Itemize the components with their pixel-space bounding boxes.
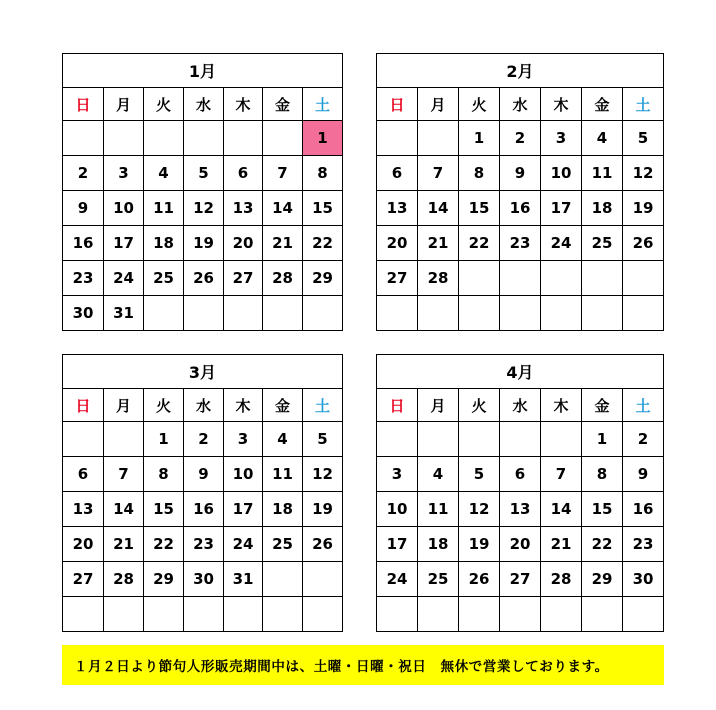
- day-cell: 10: [224, 457, 263, 492]
- weekday-header: 火: [144, 88, 184, 121]
- weekday-header: 金: [263, 389, 303, 422]
- day-cell: 29: [303, 261, 343, 296]
- week-row: [377, 422, 664, 457]
- day-cell: 23: [63, 261, 104, 296]
- weekday-header: 月: [104, 88, 144, 121]
- weekday-header: 火: [144, 389, 184, 422]
- day-cell: 11: [144, 191, 184, 226]
- week-row: [377, 527, 664, 562]
- day-cell: 5: [623, 121, 664, 156]
- empty-day-cell: [377, 121, 418, 156]
- weekday-header: 土: [303, 88, 343, 121]
- week-row: [63, 562, 343, 597]
- day-cell: 8: [459, 156, 500, 191]
- day-cell: 14: [104, 492, 144, 527]
- empty-day-cell: [63, 121, 104, 156]
- day-cell: 24: [377, 562, 418, 597]
- weekday-header: 月: [104, 389, 144, 422]
- day-cell: 16: [500, 191, 541, 226]
- day-cell: 15: [582, 492, 623, 527]
- day-cell: 23: [500, 226, 541, 261]
- day-cell: 29: [144, 562, 184, 597]
- day-cell: 21: [263, 226, 303, 261]
- calendar-april: [376, 354, 664, 632]
- day-cell: 30: [184, 562, 224, 597]
- day-cell: 10: [541, 156, 582, 191]
- day-cell: 27: [224, 261, 263, 296]
- weekday-header: 土: [623, 88, 664, 121]
- weekday-header: 水: [184, 88, 224, 121]
- empty-day-cell: [377, 296, 418, 331]
- week-row: [63, 422, 343, 457]
- weekday-header: 月: [418, 389, 459, 422]
- day-cell: 9: [184, 457, 224, 492]
- day-cell: 9: [500, 156, 541, 191]
- empty-day-cell: [303, 296, 343, 331]
- calendar-january: [62, 53, 343, 331]
- day-cell: 6: [224, 156, 263, 191]
- day-cell: 21: [104, 527, 144, 562]
- empty-day-cell: [459, 422, 500, 457]
- weekday-header: 木: [541, 389, 582, 422]
- empty-day-cell: [541, 422, 582, 457]
- empty-day-cell: [263, 121, 303, 156]
- day-cell: 2: [63, 156, 104, 191]
- week-row: [377, 121, 664, 156]
- day-cell: 4: [263, 422, 303, 457]
- day-cell: 15: [303, 191, 343, 226]
- empty-day-cell: [623, 597, 664, 632]
- day-cell: 1: [459, 121, 500, 156]
- day-cell: 25: [418, 562, 459, 597]
- day-cell: 7: [104, 457, 144, 492]
- day-cell: 12: [303, 457, 343, 492]
- day-cell: 22: [144, 527, 184, 562]
- day-cell: 17: [377, 527, 418, 562]
- empty-day-cell: [418, 597, 459, 632]
- weekday-header: 水: [500, 88, 541, 121]
- weekday-header: 火: [459, 389, 500, 422]
- day-cell: 22: [459, 226, 500, 261]
- day-cell: 23: [623, 527, 664, 562]
- empty-day-cell: [459, 296, 500, 331]
- day-cell: 25: [144, 261, 184, 296]
- weekday-header: 水: [184, 389, 224, 422]
- week-row: [377, 261, 664, 296]
- day-cell: 7: [418, 156, 459, 191]
- day-cell: 25: [582, 226, 623, 261]
- empty-day-cell: [500, 422, 541, 457]
- day-cell: 24: [541, 226, 582, 261]
- day-cell: 8: [144, 457, 184, 492]
- day-cell: 16: [63, 226, 104, 261]
- weekday-header: 月: [418, 88, 459, 121]
- day-cell: 1: [144, 422, 184, 457]
- day-cell: 3: [377, 457, 418, 492]
- day-cell: 31: [224, 562, 263, 597]
- empty-day-cell: [541, 261, 582, 296]
- empty-day-cell: [224, 597, 263, 632]
- empty-day-cell: [541, 597, 582, 632]
- day-cell: 16: [184, 492, 224, 527]
- day-cell: 27: [377, 261, 418, 296]
- day-cell: 24: [224, 527, 263, 562]
- empty-day-cell: [224, 296, 263, 331]
- empty-day-cell: [263, 562, 303, 597]
- week-row: [377, 457, 664, 492]
- empty-day-cell: [144, 121, 184, 156]
- empty-day-cell: [144, 296, 184, 331]
- day-cell: 23: [184, 527, 224, 562]
- day-cell: 13: [377, 191, 418, 226]
- day-cell: 15: [459, 191, 500, 226]
- day-cell: 8: [582, 457, 623, 492]
- day-cell: 20: [224, 226, 263, 261]
- day-cell: 1: [582, 422, 623, 457]
- day-cell: 10: [104, 191, 144, 226]
- day-cell: 18: [144, 226, 184, 261]
- day-cell: 30: [623, 562, 664, 597]
- empty-day-cell: [582, 261, 623, 296]
- weekday-header: 水: [500, 389, 541, 422]
- week-row: [63, 296, 343, 331]
- day-cell: 28: [418, 261, 459, 296]
- empty-day-cell: [63, 422, 104, 457]
- day-cell: 3: [104, 156, 144, 191]
- empty-day-cell: [184, 597, 224, 632]
- month-title: 1月: [63, 54, 343, 88]
- day-cell: 27: [500, 562, 541, 597]
- weekday-header: 土: [303, 389, 343, 422]
- day-cell: 3: [541, 121, 582, 156]
- weekday-header: 土: [623, 389, 664, 422]
- day-cell: 14: [418, 191, 459, 226]
- day-cell: 19: [459, 527, 500, 562]
- day-cell: 18: [263, 492, 303, 527]
- day-cell: 5: [303, 422, 343, 457]
- day-cell: 6: [500, 457, 541, 492]
- week-row: [377, 226, 664, 261]
- empty-day-cell: [63, 597, 104, 632]
- weekday-header: 木: [224, 389, 263, 422]
- week-row: [63, 261, 343, 296]
- week-row: [63, 156, 343, 191]
- empty-day-cell: [184, 121, 224, 156]
- day-cell: 26: [623, 226, 664, 261]
- day-cell: 19: [623, 191, 664, 226]
- day-cell: 17: [541, 191, 582, 226]
- week-row: [63, 121, 343, 156]
- empty-day-cell: [418, 422, 459, 457]
- week-row: [377, 156, 664, 191]
- day-cell: 2: [623, 422, 664, 457]
- week-row: [377, 562, 664, 597]
- empty-day-cell: [377, 422, 418, 457]
- week-row: [63, 527, 343, 562]
- notice-banner: [62, 645, 664, 685]
- day-cell: 3: [224, 422, 263, 457]
- day-cell: 12: [184, 191, 224, 226]
- day-cell: 22: [582, 527, 623, 562]
- week-row: [63, 191, 343, 226]
- day-cell: 29: [582, 562, 623, 597]
- empty-day-cell: [541, 296, 582, 331]
- empty-day-cell: [500, 261, 541, 296]
- day-cell: 4: [582, 121, 623, 156]
- empty-day-cell: [263, 296, 303, 331]
- day-cell: 4: [144, 156, 184, 191]
- empty-day-cell: [623, 296, 664, 331]
- month-title: 3月: [63, 355, 343, 389]
- empty-day-cell: [582, 597, 623, 632]
- day-cell: 18: [418, 527, 459, 562]
- month-title: 2月: [377, 54, 664, 88]
- day-cell: 22: [303, 226, 343, 261]
- day-cell: 5: [459, 457, 500, 492]
- day-cell: 20: [377, 226, 418, 261]
- day-cell: 12: [459, 492, 500, 527]
- empty-day-cell: [224, 121, 263, 156]
- day-cell: 18: [582, 191, 623, 226]
- day-cell: 5: [184, 156, 224, 191]
- day-cell: 13: [63, 492, 104, 527]
- day-cell: 11: [263, 457, 303, 492]
- weekday-header: 金: [263, 88, 303, 121]
- day-cell: 25: [263, 527, 303, 562]
- week-row: [377, 597, 664, 632]
- weekday-header: 木: [541, 88, 582, 121]
- day-cell: 12: [623, 156, 664, 191]
- day-cell: 14: [541, 492, 582, 527]
- day-cell: 6: [377, 156, 418, 191]
- day-cell: 13: [500, 492, 541, 527]
- day-cell: 21: [418, 226, 459, 261]
- day-cell: 14: [263, 191, 303, 226]
- day-cell: 2: [500, 121, 541, 156]
- week-row: [377, 296, 664, 331]
- day-cell: 2: [184, 422, 224, 457]
- day-cell: 28: [541, 562, 582, 597]
- week-row: [63, 226, 343, 261]
- empty-day-cell: [459, 597, 500, 632]
- week-row: [63, 597, 343, 632]
- day-cell: 7: [541, 457, 582, 492]
- week-row: [63, 492, 343, 527]
- empty-day-cell: [303, 562, 343, 597]
- empty-day-cell: [500, 597, 541, 632]
- weekday-header: 金: [582, 88, 623, 121]
- empty-day-cell: [104, 422, 144, 457]
- empty-day-cell: [184, 296, 224, 331]
- empty-day-cell: [303, 597, 343, 632]
- weekday-header: 木: [224, 88, 263, 121]
- calendar-february: [376, 53, 664, 331]
- day-cell: 27: [63, 562, 104, 597]
- weekday-header: 日: [377, 88, 418, 121]
- day-cell: 28: [263, 261, 303, 296]
- day-cell: 20: [63, 527, 104, 562]
- empty-day-cell: [418, 121, 459, 156]
- day-cell: 26: [303, 527, 343, 562]
- day-cell: 11: [418, 492, 459, 527]
- day-cell: 28: [104, 562, 144, 597]
- notice-text: １月２日より節句人形販売期間中は、土曜・日曜・祝日 無休で営業しております。: [74, 659, 609, 675]
- week-row: [63, 457, 343, 492]
- week-row: [377, 492, 664, 527]
- empty-day-cell: [459, 261, 500, 296]
- empty-day-cell: [500, 296, 541, 331]
- weekday-header: 金: [582, 389, 623, 422]
- empty-day-cell: [104, 597, 144, 632]
- day-cell: 24: [104, 261, 144, 296]
- day-cell: 26: [459, 562, 500, 597]
- day-cell: 15: [144, 492, 184, 527]
- day-cell: 9: [63, 191, 104, 226]
- empty-day-cell: [144, 597, 184, 632]
- day-cell: 19: [303, 492, 343, 527]
- day-cell: 13: [224, 191, 263, 226]
- empty-day-cell: [582, 296, 623, 331]
- day-cell: 8: [303, 156, 343, 191]
- empty-day-cell: [623, 261, 664, 296]
- day-cell: 21: [541, 527, 582, 562]
- weekday-header: 日: [63, 88, 104, 121]
- calendar-march: [62, 354, 343, 632]
- day-cell: 20: [500, 527, 541, 562]
- day-cell: 1: [303, 121, 343, 156]
- empty-day-cell: [263, 597, 303, 632]
- day-cell: 9: [623, 457, 664, 492]
- weekday-header: 日: [377, 389, 418, 422]
- day-cell: 17: [104, 226, 144, 261]
- weekday-header: 火: [459, 88, 500, 121]
- empty-day-cell: [377, 597, 418, 632]
- month-title: 4月: [377, 355, 664, 389]
- day-cell: 10: [377, 492, 418, 527]
- day-cell: 16: [623, 492, 664, 527]
- day-cell: 17: [224, 492, 263, 527]
- day-cell: 19: [184, 226, 224, 261]
- day-cell: 30: [63, 296, 104, 331]
- day-cell: 26: [184, 261, 224, 296]
- day-cell: 11: [582, 156, 623, 191]
- empty-day-cell: [104, 121, 144, 156]
- day-cell: 31: [104, 296, 144, 331]
- weekday-header: 日: [63, 389, 104, 422]
- day-cell: 6: [63, 457, 104, 492]
- day-cell: 7: [263, 156, 303, 191]
- empty-day-cell: [418, 296, 459, 331]
- day-cell: 4: [418, 457, 459, 492]
- week-row: [377, 191, 664, 226]
